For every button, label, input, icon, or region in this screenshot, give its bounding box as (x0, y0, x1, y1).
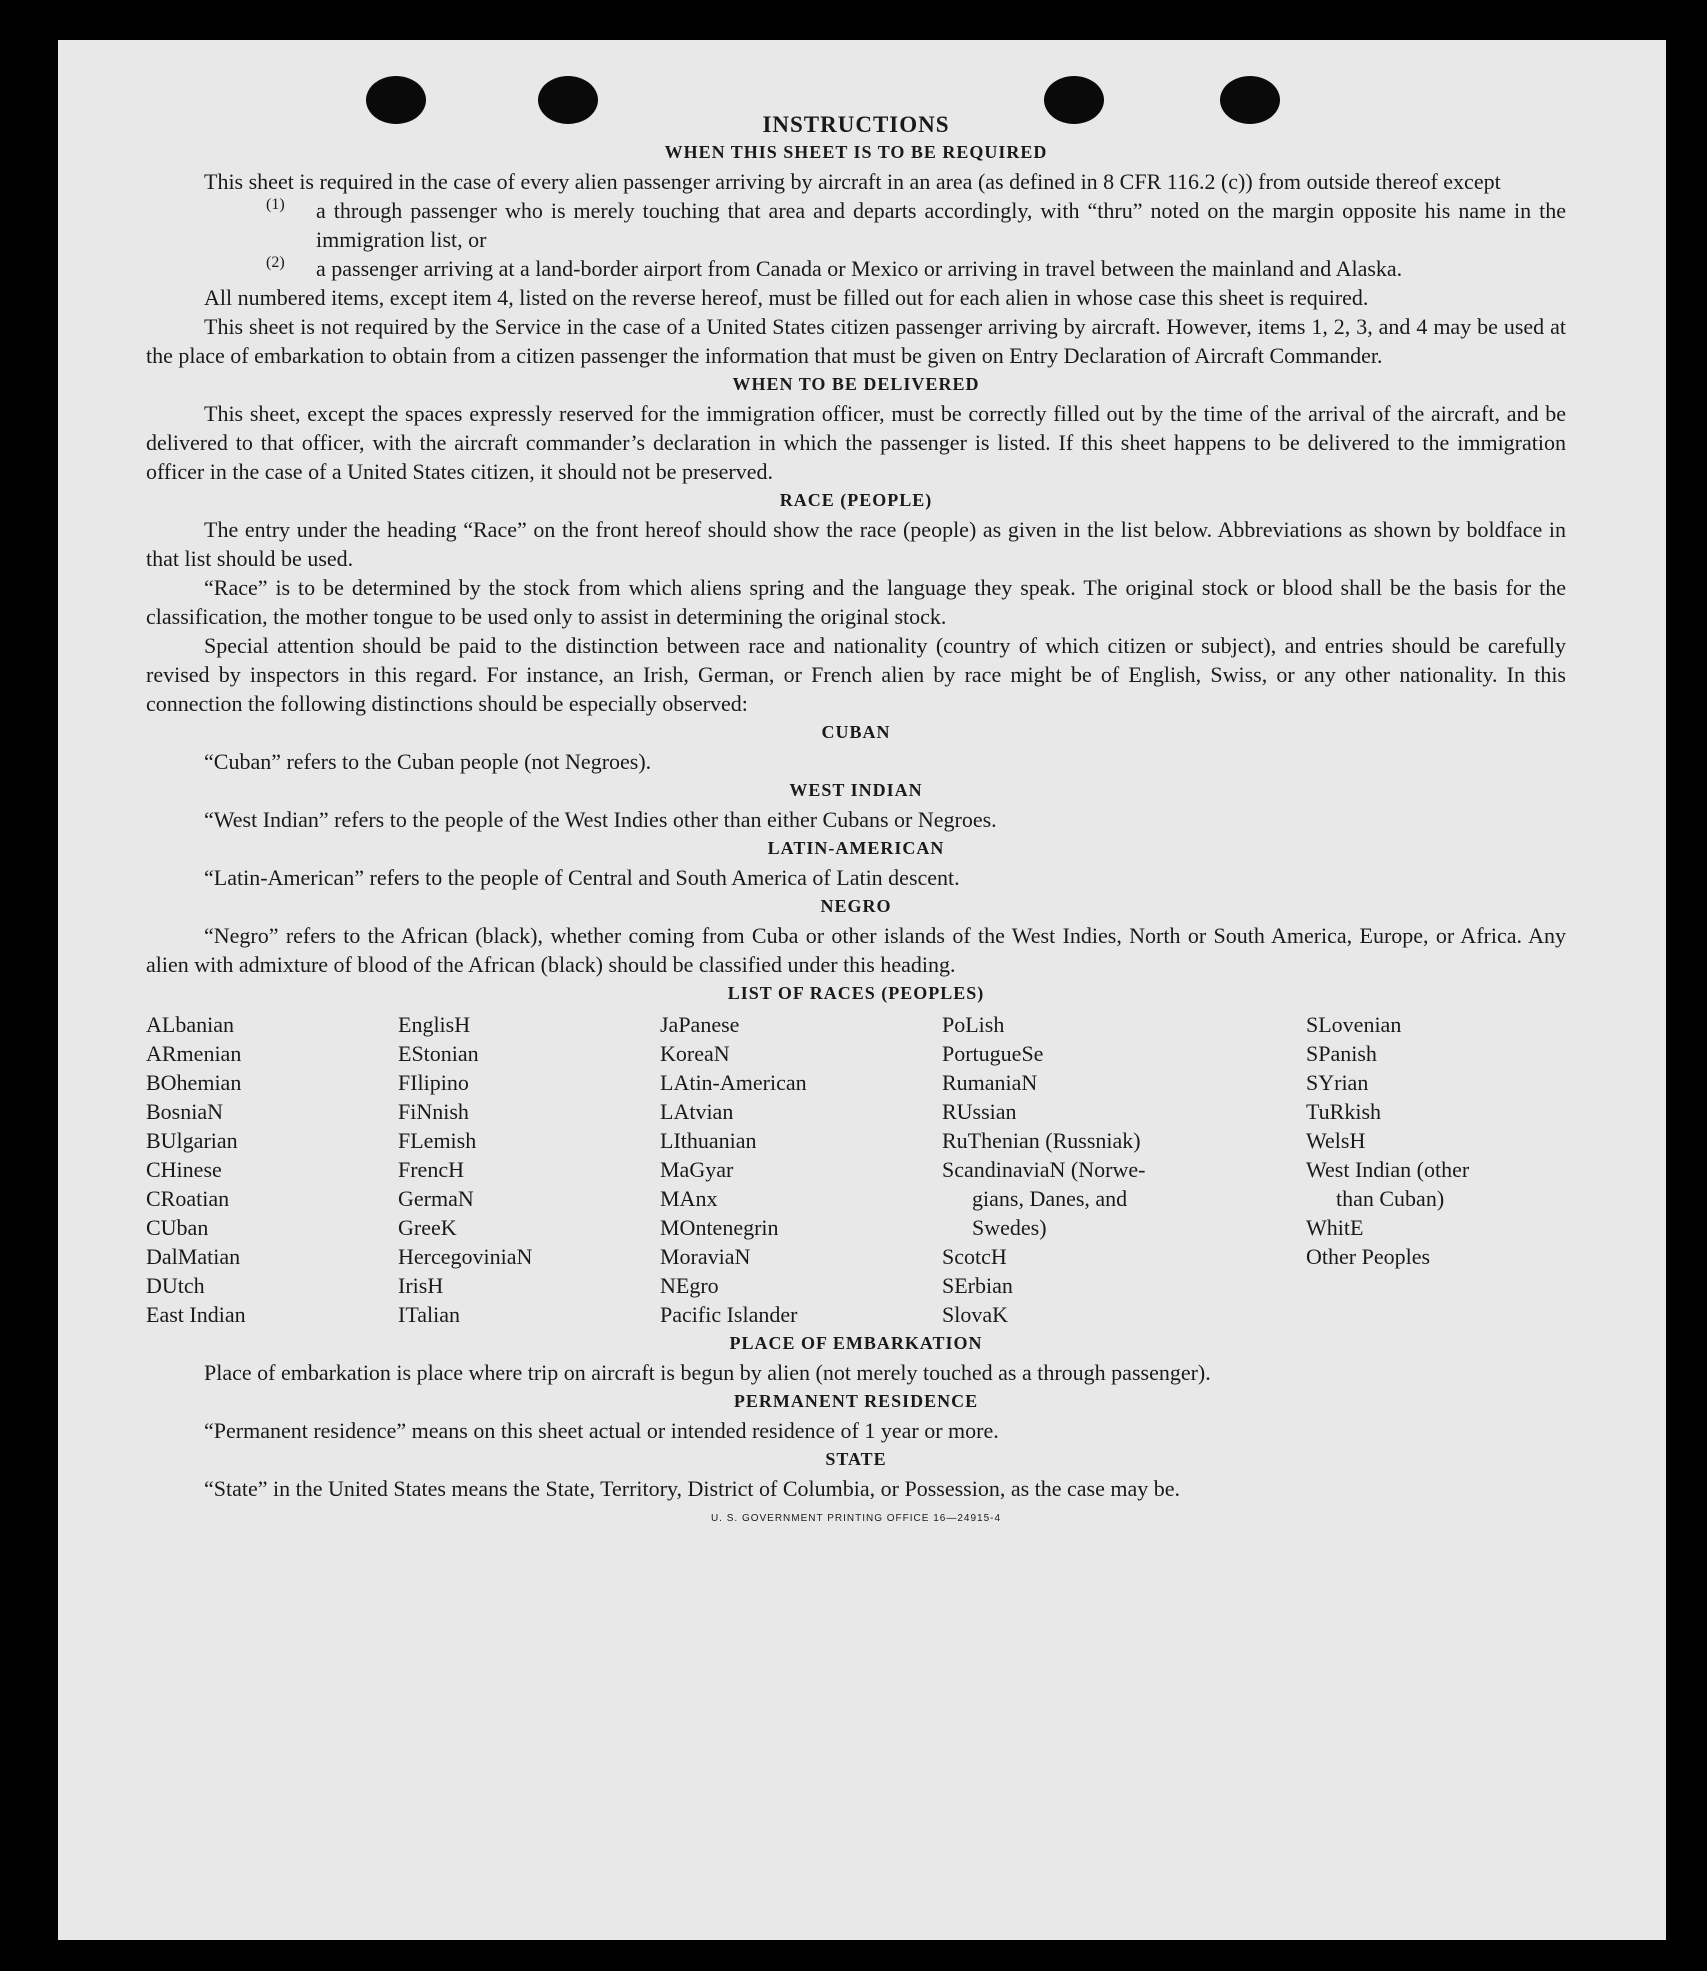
item-number: (1) (266, 196, 285, 213)
race-entry: LAtin-American (660, 1070, 807, 1095)
list-item (146, 196, 1566, 254)
race-entry: SYrian (1306, 1070, 1369, 1095)
race-entry: TuRkish (1306, 1099, 1382, 1124)
race-entry: DUtch (146, 1273, 205, 1298)
document-page (58, 40, 1666, 1940)
race-entry: MaGyar (660, 1157, 734, 1182)
race-entry: SErbian (942, 1273, 1013, 1298)
item-text: a passenger arriving at a land-border airport from Canada or Mexico or arriving in travel between the mainland and Alaska. (316, 256, 1403, 281)
race-entry: KoreaN (660, 1041, 730, 1066)
item-number: (2) (266, 254, 285, 271)
race-entry: WhitE (1306, 1215, 1364, 1240)
section-heading: STATE (825, 1449, 887, 1469)
race-entry: RuThenian (Russniak) (942, 1128, 1141, 1153)
race-entry: BosniaN (146, 1099, 223, 1124)
race-entry: ITalian (398, 1302, 460, 1327)
race-entry: ScandinaviaN (Norwe- (942, 1157, 1146, 1182)
race-entry: SLovenian (1306, 1012, 1402, 1037)
section-heading: LIST OF RACES (PEOPLES) (727, 983, 985, 1003)
race-entry: CRoatian (146, 1186, 230, 1211)
race-entry: WelsH (1306, 1128, 1366, 1153)
race-entry: East Indian (146, 1302, 246, 1327)
paragraph: This sheet is not required by the Service in the case of a United States citizen passenger arriving by aircraft. However, items 1, 2, 3, and 4 may be used at the place of embarkation to obtain from a citizen passenger the information that must be given on Entry Declaration of Aircraft Commander. (146, 314, 1566, 368)
section-heading: NEGRO (820, 896, 892, 916)
race-entry: HercegoviniaN (398, 1244, 533, 1269)
printer-imprint: U. S. GOVERNMENT PRINTING OFFICE 16—24915-4 (710, 1513, 1002, 1524)
race-entry: RUssian (942, 1099, 1017, 1124)
paragraph: This sheet, except the spaces expressly reserved for the immigration officer, must be correctly filled out by the time of the arrival of the aircraft, and be delivered to that officer, with the aircraft commander’s declaration in which the passenger is listed. If this sheet happens to be delivered to the immigration officer in the case of a United States citizen, it should not be preserved. (146, 401, 1566, 484)
section-heading: LATIN-AMERICAN (767, 838, 945, 858)
paragraph: “West Indian” refers to the people of the West Indies other than either Cubans or Negroes. (204, 807, 997, 832)
race-column (1306, 1010, 1566, 1329)
race-entry: JaPanese (660, 1012, 740, 1037)
race-entry: ARmenian (146, 1041, 242, 1066)
race-entry: GermaN (398, 1186, 474, 1211)
section-heading: CUBAN (821, 722, 891, 742)
paragraph: “Cuban” refers to the Cuban people (not Negroes). (204, 749, 652, 774)
race-entry: MAnx (660, 1186, 718, 1211)
instructions-content (146, 112, 1566, 1524)
race-entry: RumaniaN (942, 1070, 1038, 1095)
paragraph: “Latin-American” refers to the people of Central and South America of Latin descent. (204, 865, 960, 890)
race-entry: CUban (146, 1215, 209, 1240)
race-entry: FrencH (398, 1157, 464, 1182)
race-entry: LAtvian (660, 1099, 734, 1124)
paragraph: Special attention should be paid to the distinction between race and nationality (country of which citizen or subject), and entries should be carefully revised by inspectors in this regard. For instance, an Irish, German, or French alien by race might be of English, Swiss, or any other nationality. In this connection the following distinctions should be especially observed: (146, 633, 1566, 716)
race-entry: than Cuban) (1336, 1186, 1445, 1211)
race-entry: gians, Danes, and (972, 1186, 1128, 1211)
section-heading: PERMANENT RESIDENCE (733, 1391, 979, 1411)
race-entry: PoLish (942, 1012, 1005, 1037)
race-entry: EnglisH (398, 1012, 471, 1037)
race-entry: Pacific Islander (660, 1302, 798, 1327)
section-heading: WEST INDIAN (789, 780, 923, 800)
list-item (146, 254, 1566, 283)
race-entry: MoraviaN (660, 1244, 751, 1269)
section-heading: RACE (PEOPLE) (779, 490, 933, 510)
race-entry: BOhemian (146, 1070, 242, 1095)
race-entry: SPanish (1306, 1041, 1377, 1066)
race-entry: EStonian (398, 1041, 479, 1066)
section-heading: WHEN THIS SHEET IS TO BE REQUIRED (664, 142, 1048, 162)
race-entry: ALbanian (146, 1012, 234, 1037)
race-entry: MOntenegrin (660, 1215, 779, 1240)
race-entry: FIlipino (398, 1070, 469, 1095)
race-entry: PortugueSe (942, 1041, 1044, 1066)
paragraph: All numbered items, except item 4, listed on the reverse hereof, must be filled out for each alien in whose case this sheet is required. (204, 285, 1369, 310)
race-column (146, 1010, 398, 1329)
section-heading: PLACE OF EMBARKATION (729, 1333, 983, 1353)
race-entry: FLemish (398, 1128, 477, 1153)
race-entry: CHinese (146, 1157, 222, 1182)
race-entry: Other Peoples (1306, 1244, 1431, 1269)
section-heading: WHEN TO BE DELIVERED (732, 374, 980, 394)
race-entry: GreeK (398, 1215, 457, 1240)
paragraph: “Race” is to be determined by the stock from which aliens spring and the language they speak. The original stock or blood shall be the basis for the classification, the mother tongue to be used only to assist in determining the original stock. (146, 575, 1566, 629)
race-entry: NEgro (660, 1273, 719, 1298)
race-entry: SlovaK (942, 1302, 1008, 1327)
paragraph: “Permanent residence” means on this sheet actual or intended residence of 1 year or more. (204, 1418, 999, 1443)
race-entry: West Indian (other (1306, 1157, 1470, 1182)
paragraph: This sheet is required in the case of every alien passenger arriving by aircraft in an area (as defined in 8 CFR 116.2 (c)) from outside thereof except (204, 169, 1501, 194)
paragraph: The entry under the heading “Race” on the front hereof should show the race (people) as given in the list below. Abbreviations as shown by boldface in that list should be used. (146, 517, 1566, 571)
page-title: INSTRUCTIONS (762, 112, 950, 137)
race-entry: ScotcH (942, 1244, 1007, 1269)
race-list (146, 1010, 1566, 1329)
race-column (942, 1010, 1306, 1329)
race-entry: Swedes) (972, 1215, 1047, 1240)
race-entry: BUlgarian (146, 1128, 238, 1153)
race-column (660, 1010, 942, 1329)
race-column (398, 1010, 660, 1329)
paragraph: “Negro” refers to the African (black), whether coming from Cuba or other islands of the West Indies, North or South America, Europe, or Africa. Any alien with admixture of blood of the African (black) should be classified under this heading. (146, 923, 1566, 977)
item-text: a through passenger who is merely touching that area and departs accordingly, with “thru” noted on the margin opposite his name in the immigration list, or (316, 198, 1566, 252)
race-entry: IrisH (398, 1273, 444, 1298)
paragraph: Place of embarkation is place where trip on aircraft is begun by alien (not merely touched as a through passenger). (204, 1360, 1211, 1385)
paragraph: “State” in the United States means the State, Territory, District of Columbia, or Possession, as the case may be. (204, 1476, 1181, 1501)
race-entry: FiNnish (398, 1099, 469, 1124)
race-entry: DalMatian (146, 1244, 241, 1269)
race-entry: LIthuanian (660, 1128, 757, 1153)
